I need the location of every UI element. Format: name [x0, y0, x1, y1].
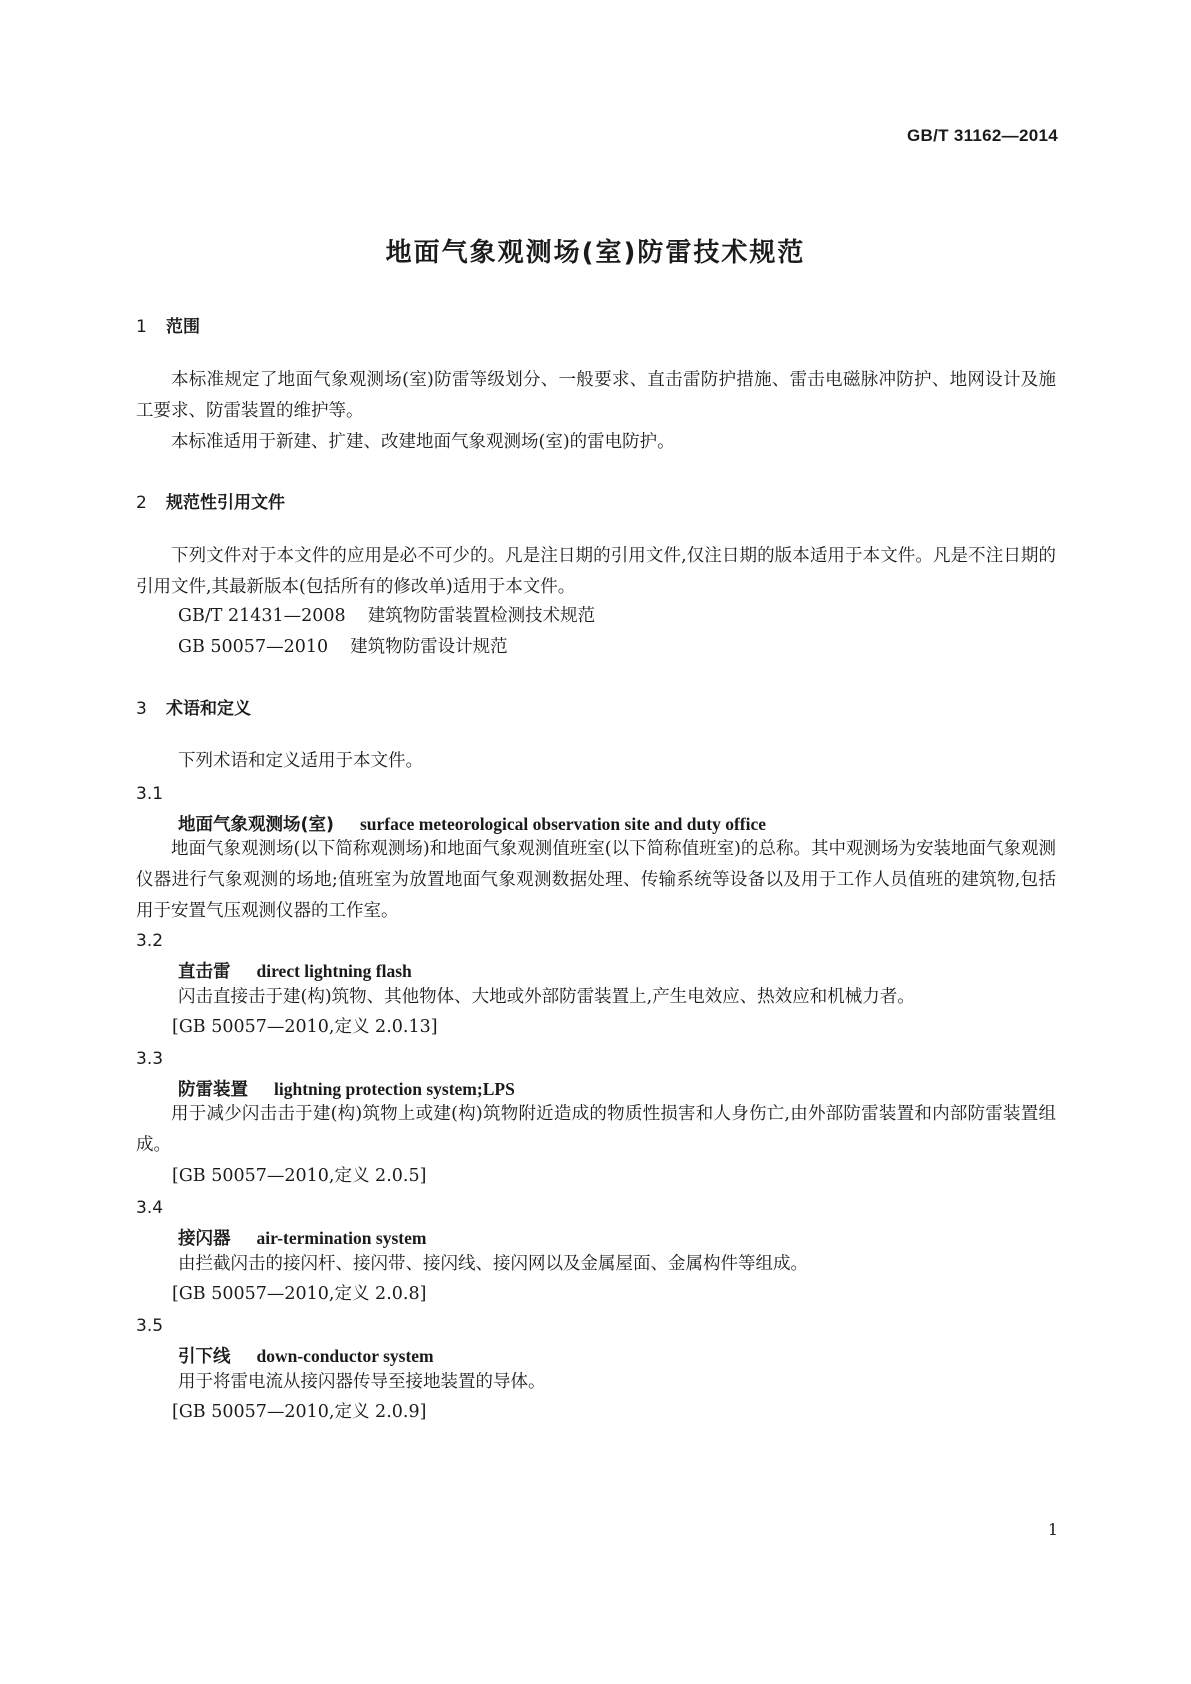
term-en: down-conductor system: [256, 1346, 434, 1366]
term-zh: 直击雷: [178, 962, 231, 982]
term-zh: 接闪器: [178, 1229, 231, 1249]
references-paragraph: 下列文件对于本文件的应用是必不可少的。凡是注日期的引用文件,仅注日期的版本适用于本文件。凡是不注日期的引用文件,其最新版本(包括所有的修改单)适用于本文件。: [136, 546, 1056, 597]
standard-code: GB/T 31162—2014: [907, 126, 1058, 145]
term-heading: [178, 811, 766, 836]
term-source: [GB 50057—2010,定义 2.0.13]: [172, 1017, 438, 1037]
term-source: [GB 50057—2010,定义 2.0.5]: [172, 1166, 427, 1186]
term-source: [GB 50057—2010,定义 2.0.9]: [172, 1402, 427, 1422]
section-title: 术语和定义: [166, 699, 251, 719]
term-heading: [178, 1225, 426, 1250]
term-en: direct lightning flash: [256, 961, 412, 981]
reference-code: GB/T 21431—2008: [178, 606, 346, 626]
scope-paragraph-2: 本标准适用于新建、扩建、改建地面气象观测场(室)的雷电防护。: [171, 432, 675, 452]
page-number: 1: [1047, 1520, 1058, 1539]
term-source: [GB 50057—2010,定义 2.0.8]: [172, 1284, 427, 1304]
term-zh: 防雷装置: [178, 1080, 248, 1100]
term-definition: 用于减少闪击击于建(构)筑物上或建(构)筑物附近造成的物质性损害和人身伤亡,由外部防雷装置和内部防雷装置组成。: [136, 1104, 1056, 1155]
section-1-heading: [136, 312, 200, 337]
scope-paragraph-1: 本标准规定了地面气象观测场(室)防雷等级划分、一般要求、直击雷防护措施、雷击电磁脉冲防护、地网设计及施工要求、防雷装置的维护等。: [136, 370, 1056, 421]
clause-number: 3.3: [136, 1049, 164, 1069]
reference-doc-2: [178, 632, 508, 663]
reference-doc-1: [178, 601, 595, 632]
reference-code: GB 50057—2010: [178, 637, 329, 657]
clause-number: 3.5: [136, 1316, 164, 1336]
term-definition: 地面气象观测场(以下简称观测场)和地面气象观测值班室(以下简称值班室)的总称。其中观测场为安装地面气象观测仪器进行气象观测的场地;值班室为放置地面气象观测数据处理、传输系统等设备以及用于工作人员值班的建筑物,包括用于安置气压观测仪器的工作室。: [136, 839, 1056, 921]
section-2-heading: [136, 488, 285, 513]
term-en: surface meteorological observation site and duty office: [360, 814, 766, 834]
term-heading: [178, 1076, 515, 1101]
reference-title: 建筑物防雷装置检测技术规范: [367, 606, 596, 626]
term-zh: 地面气象观测场(室): [178, 815, 334, 835]
section-number: 1: [136, 317, 147, 337]
document-title: 地面气象观测场(室)防雷技术规范: [385, 238, 806, 268]
section-number: 3: [136, 699, 147, 719]
section-3-heading: [136, 694, 251, 719]
reference-title: 建筑物防雷设计规范: [350, 637, 508, 657]
term-definition: 用于将雷电流从接闪器传导至接地装置的导体。: [178, 1372, 546, 1392]
term-heading: [178, 958, 412, 983]
section-title: 规范性引用文件: [166, 493, 285, 513]
clause-number: 3.4: [136, 1198, 164, 1218]
term-zh: 引下线: [178, 1347, 231, 1367]
term-en: lightning protection system;LPS: [274, 1079, 515, 1099]
term-definition: 由拦截闪击的接闪杆、接闪带、接闪线、接闪网以及金属屋面、金属构件等组成。: [178, 1254, 808, 1274]
term-en: air-termination system: [256, 1228, 427, 1248]
section-number: 2: [136, 493, 147, 513]
clause-number: 3.2: [136, 931, 164, 951]
clause-number: 3.1: [136, 784, 164, 804]
term-definition: 闪击直接击于建(构)筑物、其他物体、大地或外部防雷装置上,产生电效应、热效应和机械力者。: [178, 987, 915, 1007]
term-heading: [178, 1343, 434, 1368]
terms-intro: 下列术语和定义适用于本文件。: [178, 751, 423, 771]
section-title: 范围: [166, 317, 200, 337]
